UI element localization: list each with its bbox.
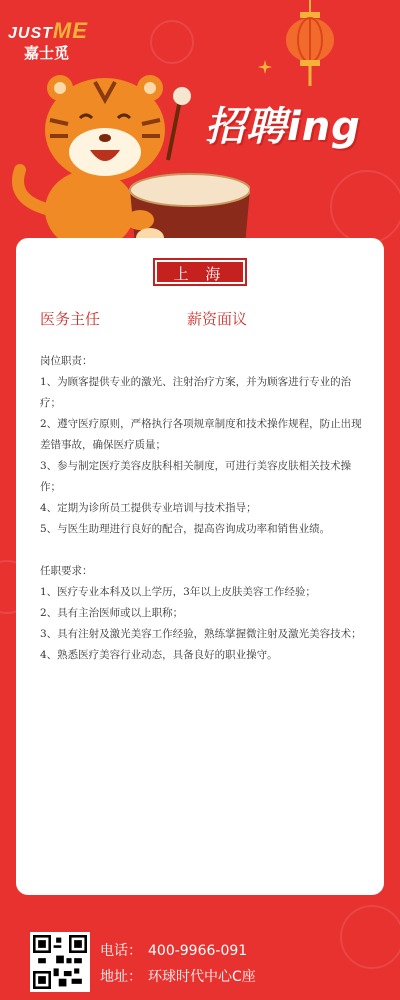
requirement-item: 3、具有注射及激光美容工作经验，熟练掌握微注射及激光美容技术；: [40, 628, 362, 640]
background-decoration: [150, 20, 194, 64]
requirement-item: 2、具有主治医师或以上职称；: [40, 607, 184, 619]
qr-code: [30, 932, 90, 992]
requirement-item: 4、熟悉医疗美容行业动态，具备良好的职业操守。: [40, 649, 278, 661]
address-value: 环球时代中心C座: [148, 969, 256, 985]
page-title: 招聘ing: [205, 104, 361, 150]
city-tag: 上 海: [153, 258, 247, 286]
lantern-icon: [280, 0, 340, 90]
duties-heading: 岗位职责：: [40, 355, 93, 367]
duty-item: 2、遵守医疗原则，严格执行各项规章制度和技术操作规程，防止出现差错事故，确保医疗质量；: [40, 418, 362, 451]
phone-number[interactable]: 400-9966-091: [148, 943, 248, 959]
requirements-heading: 任职要求：: [40, 565, 93, 577]
brand-logo: [8, 18, 88, 63]
contact-info: [100, 938, 262, 990]
duty-item: 3、参与制定医疗美容皮肤科相关制度，可进行美容皮肤相关技术操作；: [40, 460, 352, 493]
section-gap: [40, 540, 366, 561]
address-label: 地址：: [100, 969, 142, 985]
tiger-drum-illustration: [10, 60, 250, 250]
brand-wordmark: [8, 18, 88, 44]
duty-item: 1、为顾客提供专业的激光、注射治疗方案，并为顾客进行专业的治疗；: [40, 376, 352, 409]
duty-item: 5、与医生助理进行良好的配合，提高咨询成功率和销售业绩。: [40, 523, 331, 535]
requirement-item: 1、医疗专业本科及以上学历，3年以上皮肤美容工作经验；: [40, 586, 316, 598]
salary: 薪资面议: [187, 310, 248, 328]
phone-row: [100, 938, 262, 964]
sparkle-icon: [258, 60, 272, 74]
phone-label: 电话：: [100, 943, 142, 959]
job-title: 医务主任: [40, 310, 101, 328]
brand-suffix: ME: [52, 18, 88, 43]
job-description: [40, 351, 366, 666]
background-decoration: [330, 170, 400, 244]
background-decoration: [340, 905, 400, 969]
duty-item: 4、定期为诊所员工提供专业培训与技术指导；: [40, 502, 257, 514]
brand-prefix: JUST: [8, 25, 53, 42]
brand-chinese-name: 嘉士觅: [24, 44, 70, 62]
address-row: [100, 964, 262, 990]
